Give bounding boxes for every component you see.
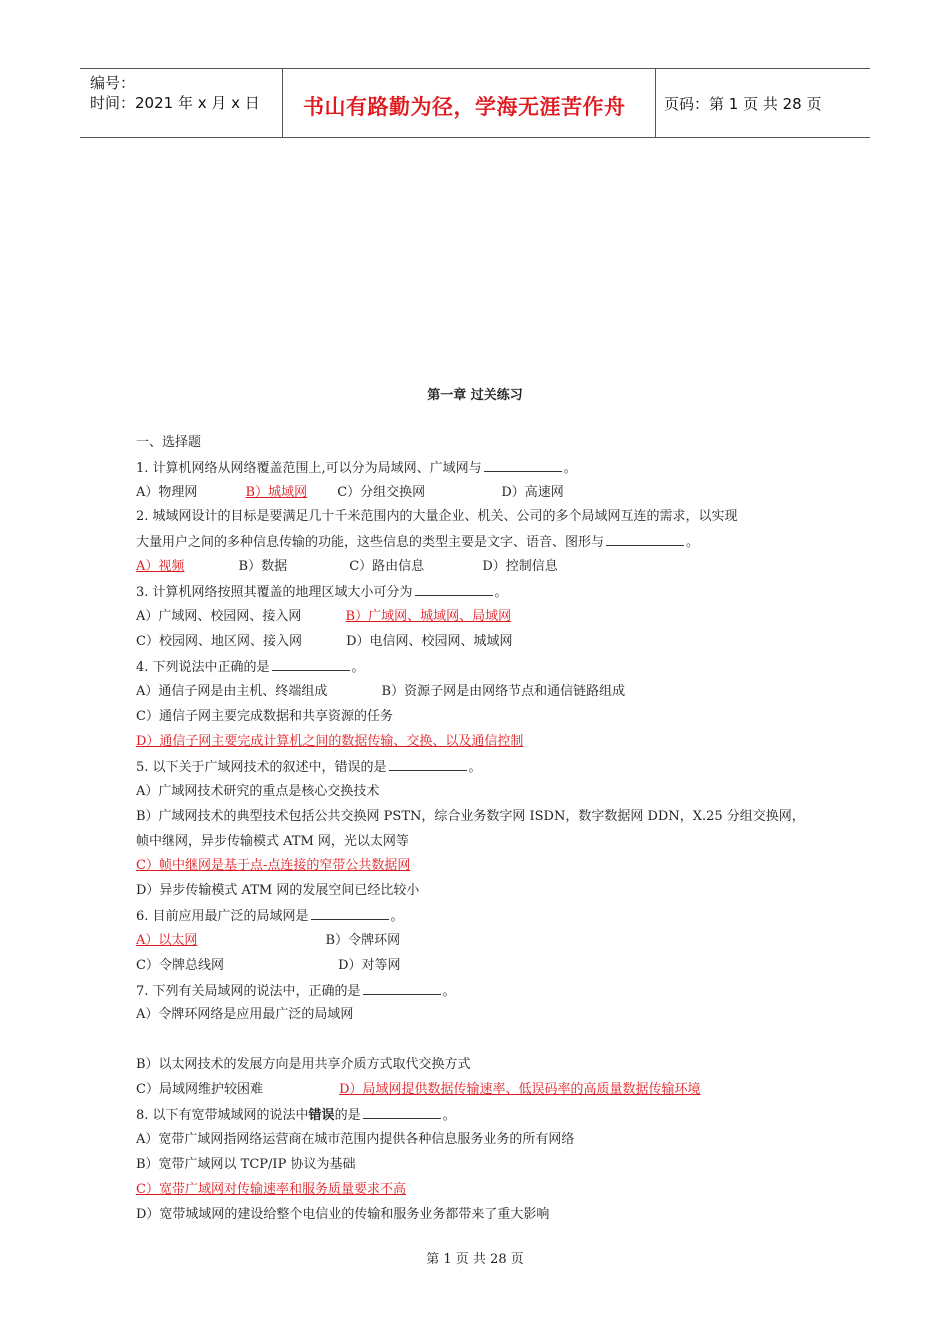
- question-6-stem: 6. 目前应用最广泛的局域网是 。: [136, 909, 404, 924]
- option-b: B）令牌环网: [325, 933, 401, 948]
- option-c: C）局域网维护较困难: [136, 1082, 263, 1097]
- question-4-option-d-answer: D）通信子网主要完成计算机之间的数据传输、交换、以及通信控制: [136, 734, 524, 749]
- option-d-answer: D）局域网提供数据传输速率、低误码率的高质量数据传输环境: [339, 1082, 701, 1097]
- option-c: C）路由信息: [349, 559, 425, 574]
- document-header: [80, 68, 870, 138]
- question-4-options-1: [136, 684, 625, 700]
- option-b: B）资源子网是由网络节点和通信链路组成: [381, 684, 626, 699]
- option-d: D）对等网: [338, 958, 401, 973]
- option-a-answer: A）以太网: [136, 933, 198, 948]
- option-c: C）校园网、地区网、接入网: [136, 634, 302, 649]
- option-c: C）令牌总线网: [136, 958, 224, 973]
- option-b-answer: B）广域网、城域网、局域网: [345, 609, 512, 624]
- number-label: 编号：: [90, 74, 136, 92]
- question-5-option-b-cont: 帧中继网，异步传输模式 ATM 网，光以太网等: [136, 834, 409, 849]
- option-b-answer: B）城域网: [245, 485, 308, 500]
- question-2-stem-cont: 大量用户之间的多种信息传输的功能，这些信息的类型主要是文字、语音、图形与 。: [136, 535, 700, 550]
- question-5-stem: 5. 以下关于广域网技术的叙述中，错误的是 。: [136, 760, 482, 775]
- header-meta-cell: [80, 69, 283, 137]
- chapter-title: 第一章 过关练习: [427, 388, 523, 403]
- time-label: 时间：2021 年 x 月 x 日: [90, 94, 260, 112]
- option-a-answer: A）视频: [136, 559, 185, 574]
- question-6-options-1: [136, 933, 400, 949]
- question-3-options-2: [136, 634, 513, 650]
- question-6-options-2: [136, 958, 401, 974]
- question-5-option-c-answer: C）帧中继网是基于点-点连接的窄带公共数据网: [136, 858, 411, 873]
- option-a: A）通信子网是由主机、终端组成: [136, 684, 328, 699]
- question-7-option-b: B）以太网技术的发展方向是用共享介质方式取代交换方式: [136, 1057, 471, 1072]
- option-b: B）数据: [238, 559, 288, 574]
- page-info: 页码：第 1 页 共 28 页: [664, 95, 822, 113]
- option-a: A）广域网、校园网、接入网: [136, 609, 302, 624]
- option-c: C）分组交换网: [337, 485, 426, 500]
- question-7-option-a: A）令牌环网络是应用最广泛的局域网: [136, 1007, 354, 1022]
- question-5-option-d: D）异步传输模式 ATM 网的发展空间已经比较小: [136, 883, 420, 898]
- question-7-stem: 7. 下列有关局域网的说法中，正确的是 。: [136, 984, 456, 999]
- motto: 书山有路勤为径，学海无涯苦作舟: [303, 95, 626, 119]
- question-1-stem: 1. 计算机网络从网络覆盖范围上,可以分为局域网、广域网与 。: [136, 461, 577, 476]
- question-5-option-a: A）广域网技术研究的重点是核心交换技术: [136, 784, 380, 799]
- question-2-stem: 2. 城域网设计的目标是要满足几十千米范围内的大量企业、机关、公司的多个局域网互连的需求，以实现: [136, 509, 738, 524]
- question-4-stem: 4. 下列说法中正确的是 。: [136, 660, 365, 675]
- question-5-option-b: B）广域网技术的典型技术包括公共交换网 PSTN，综合业务数字网 ISDN，数字数据网 DDN，X.25 分组交换网，: [136, 809, 805, 824]
- question-8-option-b: B）宽带广域网以 TCP/IP 协议为基础: [136, 1157, 356, 1172]
- question-8-option-a: A）宽带广域网指网络运营商在城市范围内提供各种信息服务业务的所有网络: [136, 1132, 575, 1147]
- question-8-stem: 8. 以下有宽带城域网的说法中错误的是 。: [136, 1108, 456, 1123]
- question-8-option-c-answer: C）宽带广域网对传输速率和服务质量要求不高: [136, 1182, 406, 1197]
- option-a: A）物理网: [136, 485, 198, 500]
- header-motto-cell: [283, 69, 656, 137]
- section-heading: 一、选择题: [136, 435, 202, 450]
- question-3-stem: 3. 计算机网络按照其覆盖的地理区域大小可分为 。: [136, 585, 508, 600]
- option-d: D）控制信息: [482, 559, 558, 574]
- question-4-option-c: C）通信子网主要完成数据和共享资源的任务: [136, 709, 393, 724]
- question-3-options-1: [136, 609, 511, 625]
- option-d: D）高速网: [501, 485, 564, 500]
- option-d: D）电信网、校园网、城域网: [346, 634, 513, 649]
- question-2-options: [136, 559, 558, 575]
- question-8-option-d: D）宽带城域网的建设给整个电信业的传输和服务业务都带来了重大影响: [136, 1207, 550, 1222]
- page-footer: 第 1 页 共 28 页: [426, 1252, 524, 1267]
- question-7-options-cd: [136, 1082, 701, 1098]
- question-1-options: [136, 485, 564, 501]
